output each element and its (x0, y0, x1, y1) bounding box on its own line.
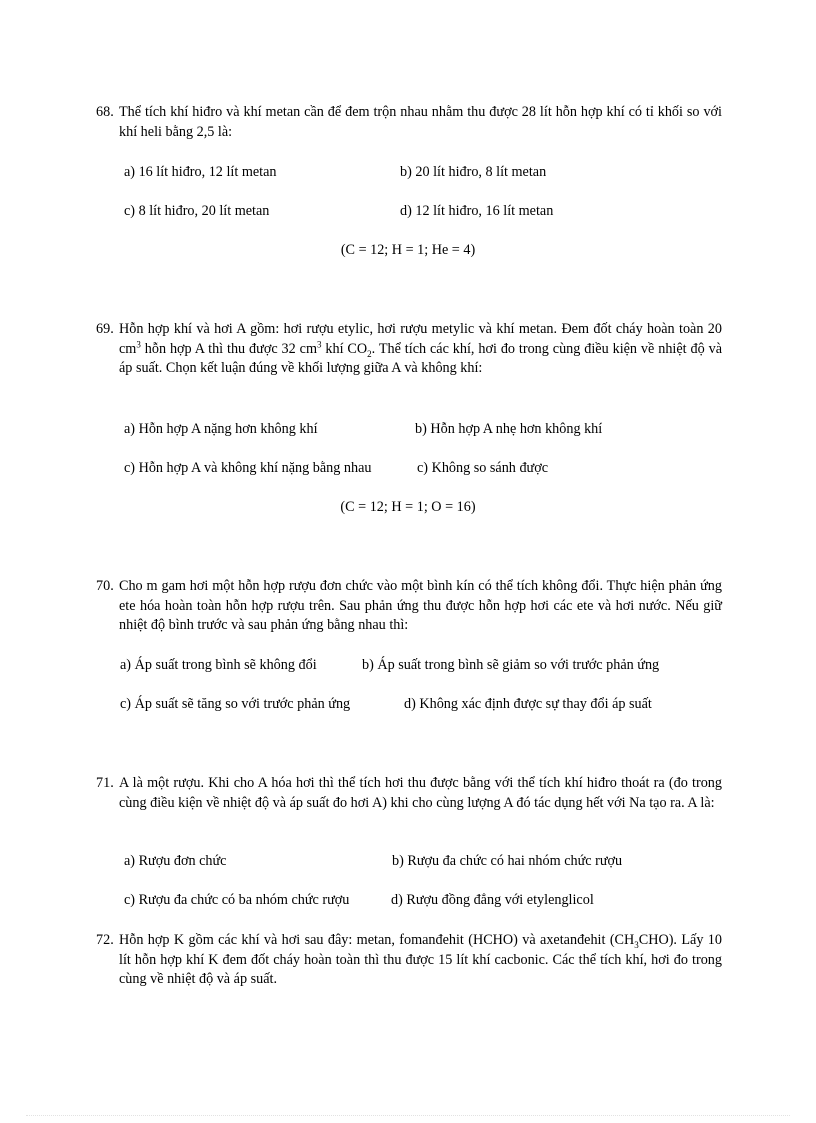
option-a: a) Rượu đơn chức (124, 853, 227, 869)
option-d: c) Không so sánh được (417, 460, 549, 476)
question-number: 69. (96, 321, 114, 337)
option-b: b) Hỗn hợp A nhẹ hơn không khí (415, 421, 603, 437)
option-d: d) Rượu đồng đẳng với etylenglicol (391, 892, 594, 908)
question-number: 70. (96, 578, 114, 594)
option-b: b) 20 lít hiđro, 8 lít metan (400, 164, 547, 180)
question-stem: Hỗn hợp khí và hơi A gồm: hơi rượu etylic, hơi rượu metylic và khí metan. Đem đốt cháy hoàn toàn 20 $cm^3$ hỗn hợp A thì thu được 32 $cm^3$ khí $CO_2$. Thể tích các khí, hơi đo trong cùng điều kiện về nhiệt độ và áp suất. Chọn kết luận đúng về khối lượng giữa A và không khí: (119, 321, 722, 376)
question-72 (96, 931, 722, 990)
question-71 (96, 774, 722, 813)
option-b: b) Áp suất trong bình sẽ giảm so với trước phản ứng (362, 657, 660, 673)
atomic-mass-condition: (C = 12; H = 1; O = 16) (340, 499, 476, 515)
question-stem: Hỗn hợp K gồm các khí và hơi sau đây: metan, fomanđehit (HCHO) và axetanđehit $(CH_3CHO)$. Lấy 10 lít hỗn hợp khí K đem đốt cháy hoàn toàn thì thu được 15 lít khí cacbonic. Các thể tích khí, hơi đo trong cùng về nhiệt độ và áp suất. (119, 932, 722, 987)
option-c: c) Áp suất sẽ tăng so với trước phản ứng (120, 696, 351, 712)
question-68 (96, 103, 722, 142)
question-69 (96, 320, 722, 379)
question-70 (96, 577, 722, 636)
option-d: d) Không xác định được sự thay đổi áp suất (404, 696, 652, 712)
question-number: 71. (96, 775, 114, 791)
option-a: a) Áp suất trong bình sẽ không đổi (120, 657, 317, 673)
question-stem: A là một rượu. Khi cho A hóa hơi thì thể tích hơi thu được bằng với thể tích khí hiđro thoát ra (đo trong cùng điều kiện về nhiệt độ và áp suất đo hơi A) khi cho cùng lượng A đó tác dụng hết với Na tạo ra. A là: (119, 775, 722, 811)
atomic-mass-condition: (C = 12; H = 1; He = 4) (340, 242, 476, 258)
option-a: a) Hỗn hợp A nặng hơn không khí (124, 421, 318, 437)
option-d: d) 12 lít hiđro, 16 lít metan (400, 203, 554, 219)
option-b: b) Rượu đa chức có hai nhóm chức rượu (392, 853, 623, 869)
option-c: c) Hỗn hợp A và không khí nặng bằng nhau (124, 460, 372, 476)
question-stem: Cho m gam hơi một hỗn hợp rượu đơn chức vào một bình kín có thể tích không đổi. Thực hiện phản ứng ete hóa hoàn toàn hỗn hợp rượu trên. Sau phản ứng thu được hỗn hợp hơi các ete và hơi nước. Nếu giữ nhiệt độ bình trước và sau phản ứng bằng nhau thì: (119, 578, 722, 633)
option-c: c) Rượu đa chức có ba nhóm chức rượu (124, 892, 350, 908)
question-number: 68. (96, 104, 114, 120)
question-number: 72. (96, 932, 114, 948)
option-c: c) 8 lít hiđro, 20 lít metan (124, 203, 270, 219)
question-stem: Thể tích khí hiđro và khí metan cần để đem trộn nhau nhằm thu được 28 lít hỗn hợp khí có tỉ khối so với khí heli bằng 2,5 là: (119, 104, 722, 140)
page-bottom-divider (26, 1115, 790, 1116)
option-a: a) 16 lít hiđro, 12 lít metan (124, 164, 277, 180)
